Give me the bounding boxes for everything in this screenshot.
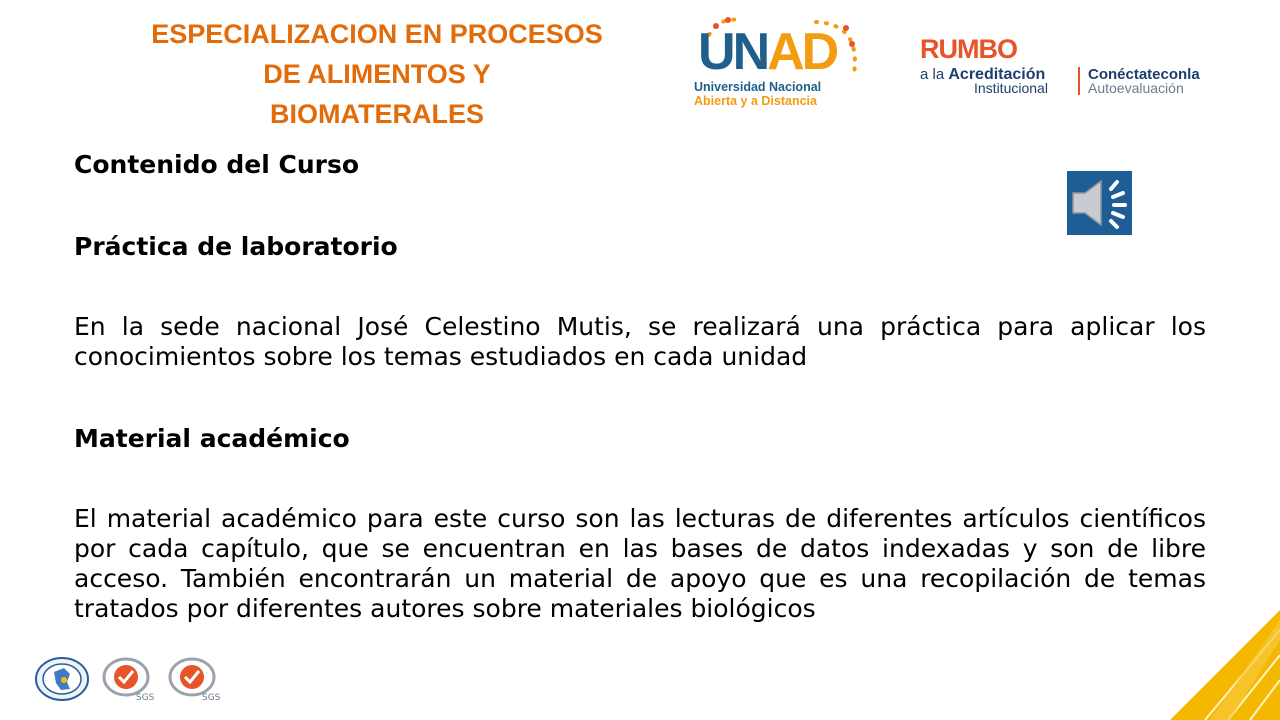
corner-stripes-decoration xyxy=(1110,610,1280,720)
audio-button[interactable] xyxy=(1067,171,1132,235)
rumbo-wordmark: RUMBO xyxy=(920,34,1017,64)
rumbo-right-line-1: Conéctateconla xyxy=(1088,66,1200,83)
unad-line-2: Abierta y a Distancia xyxy=(694,94,817,108)
unad-line-1: Universidad Nacional xyxy=(694,80,822,94)
rumbo-logo xyxy=(918,34,1238,104)
rumbo-right-line-2: Autoevaluación xyxy=(1088,80,1184,96)
unad-wordmark: UNAD xyxy=(698,23,837,81)
sgs-seal-2 xyxy=(166,656,222,702)
section-title: Contenido del Curso xyxy=(74,150,360,179)
rumbo-divider xyxy=(1078,67,1080,95)
lab-text: En la sede nacional José Celestino Mutis, se realizará una práctica para aplicar los conocimientos sobre los temas estudiados en cada unidad xyxy=(74,312,1206,371)
colombia-seal xyxy=(34,656,90,702)
sgs-seal-1 xyxy=(100,656,156,702)
material-text: El material académico para este curso son las lecturas de diferentes artículos científicos por cada capítulo, que se encuentran en las bases de datos indexadas y son de libre acceso. También encontrarán un material de apoyo que es una recopilación de temas tratados por diferentes autores sobre materiales biológicos xyxy=(74,504,1206,623)
rumbo-line-1: a la Acreditación xyxy=(920,66,1046,83)
sgs-label-1: SGS xyxy=(136,693,155,702)
rumbo-line-2: Institucional xyxy=(974,80,1048,96)
speaker-icon xyxy=(1067,171,1132,235)
unad-logo xyxy=(690,14,860,114)
title-line-1: ESPECIALIZACION EN PROCESOS xyxy=(151,19,603,49)
material-heading: Material académico xyxy=(74,424,350,453)
sgs-label-2: SGS xyxy=(202,693,221,702)
title-line-3: BIOMATERALES xyxy=(270,99,484,129)
lab-heading: Práctica de laboratorio xyxy=(74,232,398,261)
title-line-2: DE ALIMENTOS Y xyxy=(263,59,491,89)
page-title xyxy=(112,14,642,134)
